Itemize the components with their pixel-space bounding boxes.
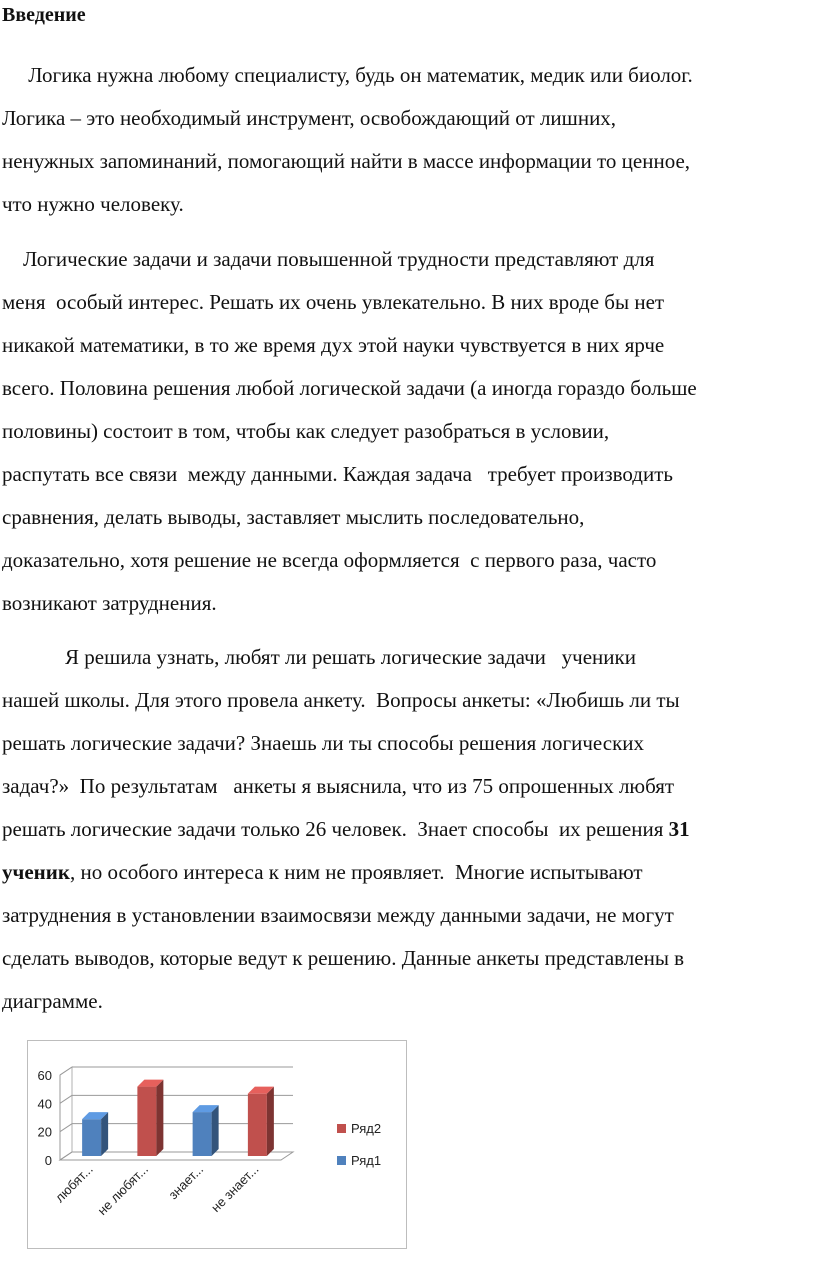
bold-word: ученик (2, 860, 70, 884)
text-line: возникают затруднения. (2, 591, 217, 615)
text-line: сравнения, делать выводы, заставляет мыслить последовательно, (2, 505, 585, 529)
text-line: всего. Половина решения любой логической задачи (а иногда гораздо больше (2, 376, 697, 400)
x-tick-label: любят... (51, 1161, 96, 1206)
gridline-side (60, 1124, 72, 1132)
text-line: доказательно, хотя решение не всегда оформляется с первого раза, часто (2, 548, 657, 572)
side-wall (60, 1067, 72, 1160)
bar-front (137, 1087, 156, 1156)
x-tick-label: знает... (165, 1161, 207, 1203)
text-run: , но особого интереса к ним не проявляет. Многие испытывают (69, 860, 643, 884)
bar-front (193, 1112, 212, 1156)
text-line: ненужных запоминаний, помогающий найти в массе информации то ценное, (2, 149, 691, 173)
text-line: задач?» По результатам анкеты я выяснила, что из 75 опрошенных любят (2, 774, 675, 798)
text-line: распутать все связи между данными. Каждая задача требует производить (2, 462, 673, 486)
paragraph-2 (2, 238, 810, 625)
legend-swatch (337, 1124, 346, 1133)
legend-swatch (337, 1156, 346, 1165)
text-line (2, 808, 810, 851)
bold-number: 31 (668, 817, 690, 841)
legend-label: Ряд2 (351, 1121, 382, 1136)
bar-front (248, 1094, 267, 1156)
survey-chart (27, 1040, 407, 1249)
text-line: диаграмме. (2, 989, 103, 1013)
text-line: решать логические задачи? Знаешь ли ты способы решения логических (2, 731, 645, 755)
bar-side (101, 1112, 108, 1156)
gridline-side (60, 1067, 72, 1075)
y-tick-label: 40 (37, 1096, 52, 1112)
text-line (2, 851, 810, 894)
text-line: что нужно человеку. (2, 192, 184, 216)
x-tick-label: не любят... (94, 1161, 151, 1219)
gridline-side (60, 1152, 72, 1160)
bar-side (212, 1105, 219, 1156)
bar-side (156, 1080, 163, 1156)
text-line: сделать выводов, которые ведут к решению. Данные анкеты представлены в (2, 946, 685, 970)
paragraph-1 (2, 54, 810, 226)
legend-label: Ряд1 (351, 1153, 382, 1168)
gridline-side (60, 1095, 72, 1103)
paragraph-3 (2, 636, 810, 1023)
text-line: нашей школы. Для этого провела анкету. Вопросы анкеты: «Любишь ли ты (2, 688, 680, 712)
y-tick-label: 60 (37, 1068, 52, 1083)
y-tick-label: 20 (37, 1124, 52, 1140)
section-heading: Введение (2, 4, 86, 26)
text-run: решать логические задачи только 26 человек. Знает способы их решения (2, 817, 669, 841)
x-tick-label: не знает... (208, 1161, 262, 1215)
y-tick-label: 0 (44, 1153, 52, 1168)
text-line: Логика нужна любому специалисту, будь он математик, медик или биолог. (2, 63, 693, 87)
text-line: Логические задачи и задачи повышенной трудности представляют для (2, 247, 655, 271)
text-line: Логика – это необходимый инструмент, освобождающий от лишних, (2, 106, 617, 130)
chart-canvas (28, 1041, 406, 1248)
text-line: половины) состоит в том, чтобы как следует разобраться в условии, (2, 419, 610, 443)
text-line: Я решила узнать, любят ли решать логические задачи ученики (2, 645, 636, 669)
bar-front (82, 1119, 101, 1156)
bar-side (267, 1087, 274, 1156)
text-line: никакой математики, в то же время дух этой науки чувствуется в них ярче (2, 333, 665, 357)
text-line: меня особый интерес. Решать их очень увлекательно. В них вроде бы нет (2, 290, 665, 314)
text-line: затруднения в установлении взаимосвязи между данными задачи, не могут (2, 903, 674, 927)
